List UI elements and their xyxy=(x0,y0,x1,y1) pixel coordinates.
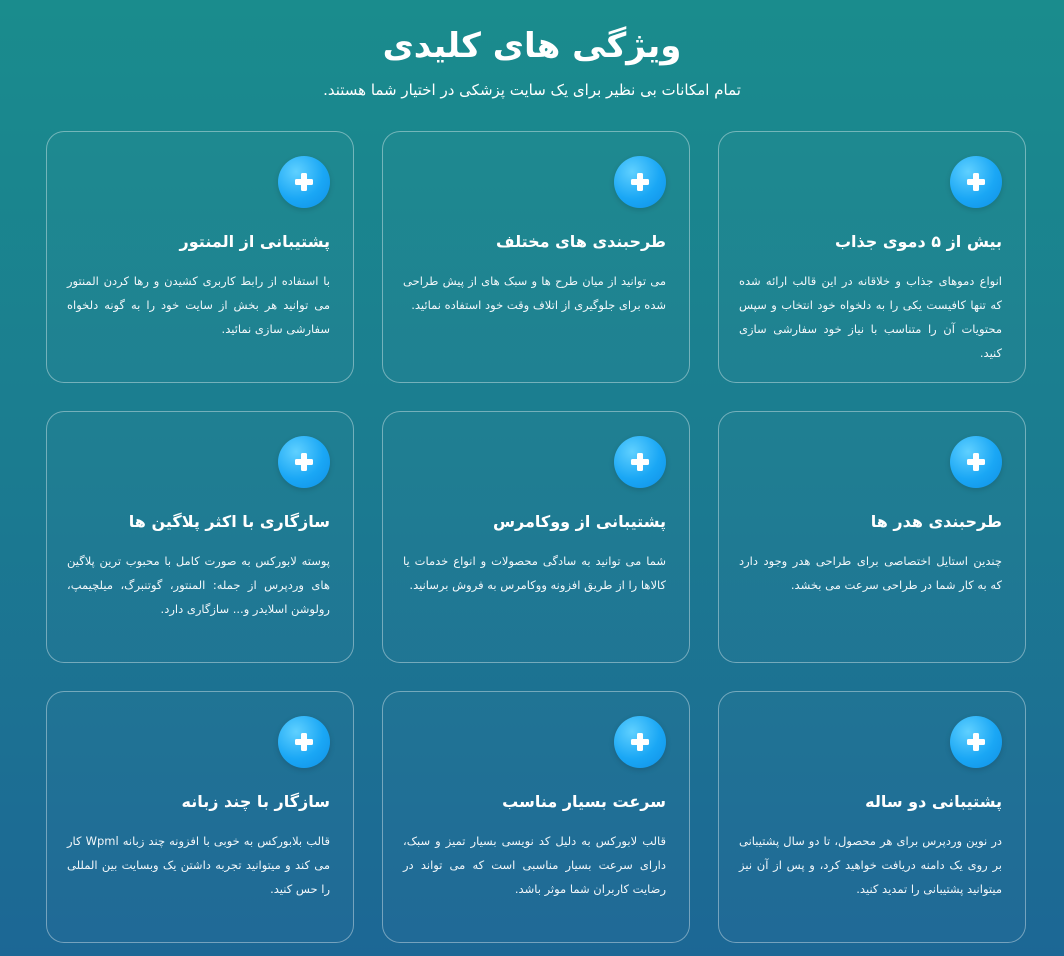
feature-card xyxy=(46,691,354,943)
feature-card xyxy=(46,411,354,663)
feature-description: شما می توانید به سادگی محصولات و انواع خدمات یا کالاها را از طریق افزونه ووکامرس به فروش برسانید. xyxy=(403,554,666,592)
feature-title: پشتیبانی از ووکامرس xyxy=(492,512,666,531)
feature-card xyxy=(46,131,354,383)
section-subtitle: تمام امکانات بی نظیر برای یک سایت پزشکی در اختیار شما هستند. xyxy=(323,81,741,99)
feature-card xyxy=(718,691,1026,943)
feature-card xyxy=(382,131,690,383)
plus-icon xyxy=(278,436,330,488)
plus-icon xyxy=(614,716,666,768)
feature-title: طرحبندی هدر ها xyxy=(870,512,1002,531)
plus-icon xyxy=(614,436,666,488)
feature-title: سازگار با چند زبانه xyxy=(181,792,330,811)
feature-description: پوسته لابورکس به صورت کامل با محبوب ترین پلاگین های وردپرس از جمله: المنتور، گوتنبرگ، میلچیمپ، رولوشن اسلایدر و... سازگاری دارد. xyxy=(67,554,330,616)
plus-icon xyxy=(950,716,1002,768)
section-title: ویژگی های کلیدی xyxy=(382,26,682,66)
plus-icon xyxy=(614,156,666,208)
feature-description: قالب لابورکس به دلیل کد نویسی بسیار تمیز و سبک، دارای سرعت بسیار مناسبی است که می تواند در رضایت کاربران شما موثر باشد. xyxy=(403,834,666,896)
feature-description: با استفاده از رابط کاربری کشیدن و رها کردن المنتور می توانید هر بخش از سایت خود را به گونه دلخواه سفارشی سازی نمائید. xyxy=(67,274,330,336)
feature-title: بیش از ۵ دموی جذاب xyxy=(834,232,1002,251)
feature-description: چندین استایل اختصاصی برای طراحی هدر وجود دارد که به کار شما در طراحی سرعت می بخشد. xyxy=(739,554,1002,592)
feature-title: سازگاری با اکثر پلاگین ها xyxy=(128,512,330,531)
feature-card xyxy=(382,411,690,663)
feature-description: می توانید از میان طرح ها و سبک های از پیش طراحی شده برای جلوگیری از اتلاف وقت خود استفاده نمائید. xyxy=(403,274,666,312)
feature-title: پشتیبانی از المنتور xyxy=(179,232,330,251)
feature-title: پشتیبانی دو ساله xyxy=(865,792,1002,811)
plus-icon xyxy=(950,436,1002,488)
feature-description: انواع دموهای جذاب و خلاقانه در این قالب ارائه شده که تنها کافیست یکی را به دلخواه خود انتخاب و سپس محتویات آن را متناسب با نیاز خود سفارشی سازی کنید. xyxy=(739,274,1002,360)
plus-icon xyxy=(950,156,1002,208)
feature-card xyxy=(718,131,1026,383)
plus-icon xyxy=(278,716,330,768)
feature-title: طرحبندی های مختلف xyxy=(496,232,666,251)
feature-title: سرعت بسیار مناسب xyxy=(502,792,666,811)
feature-card xyxy=(382,691,690,943)
feature-description: قالب بلابورکس به خوبی با افزونه چند زبانه Wpml کار می کند و میتوانید تجربه داشتن یک وبسایت بین المللی را حس کنید. xyxy=(67,834,330,896)
feature-description: در نوین وردپرس برای هر محصول، تا دو سال پشتیبانی بر روی یک دامنه دریافت خواهید کرد، و پس از آن نیز میتوانید پشتیبانی را تمدید کنید. xyxy=(739,834,1002,896)
feature-card xyxy=(718,411,1026,663)
plus-icon xyxy=(278,156,330,208)
features-grid xyxy=(46,131,1026,943)
